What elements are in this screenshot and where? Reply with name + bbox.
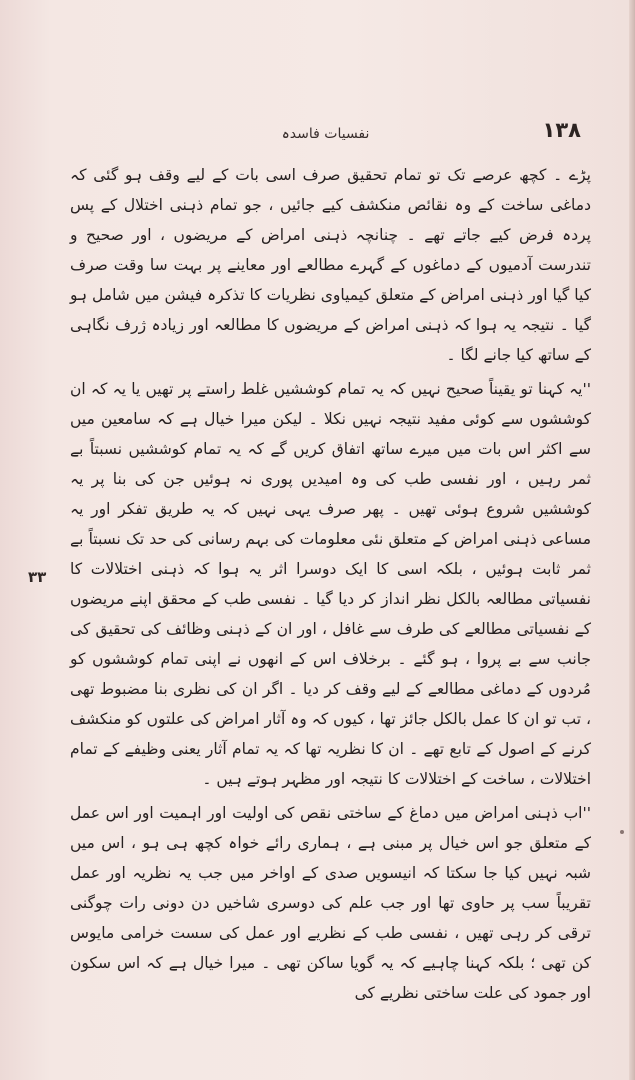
- page-edge: [629, 0, 635, 1080]
- paragraph-2: ''یہ کہنا تو یقیناً صحیح نہیں کہ یہ تمام کوششیں غلط راستے پر تھیں یا یہ کہ ان کوششوں سے کوئی مفید نتیجہ نہیں نکلا ۔ لیکن میرا خیال ہے کہ سامعین میں سے اکثر اس بات میں میرے ساتھ اتفاق کریں گے کہ یہ تمام کوششیں نسبتاً بے ثمر رہیں ، اور نفسی طب کی وہ امیدیں پوری نہ ہوئیں جن کی بنا پر یہ کوششیں شروع ہوئی تھیں ۔ پھر صرف یہی نہیں کہ یہ طریق تفکر اور یہ مساعی ذہنی امراض کے متعلق نئی معلومات کی بہم رسانی کی حد تک نسبتاً بے ثمر ثابت ہوئیں ، بلکہ اسی کا ایک دوسرا اثر یہ ہوا کہ ذہنی اختلالات کا نفسیاتی مطالعہ بالکل نظر انداز کر دیا گیا ۔ نفسی طب کے محقق اپنے مریضوں کے نفسیاتی مطالعے کی طرف سے غافل ، اور ان کے ذہنی وظائف کی تحقیق کی جانب سے بے پروا ، ہو گئے ۔ برخلاف اس کے انھوں نے اپنی تمام کوششوں کو مُردوں کے دماغی مطالعے کے لیے وقف کر دیا ۔ اگر ان کی نظری بنا مضبوط تھی ، تب تو ان کا عمل بالکل جائز تھا ، کیوں کہ وہ آثار امراض کی علتوں کو منکشف کرنے کے اصول کے تابع تھے ۔ ان کا نظریہ تھا کہ یہ تمام آثار یعنی وظیفے کے تمام اختلالات ، ساخت کے اختلالات کا نتیجہ اور مظہر ہوتے ہیں ۔: [70, 380, 591, 788]
- margin-note: ۳۳: [28, 568, 47, 586]
- paper-speck: [620, 830, 624, 834]
- running-head: نفسیات فاسدہ: [281, 126, 370, 142]
- page-number: ۱۳۸: [542, 118, 581, 142]
- page-header: [70, 118, 581, 158]
- body-text: [70, 160, 591, 1008]
- paragraph-1: پڑے ۔ کچھ عرصے تک تو تمام تحقیق صرف اسی بات کے لیے وقف ہو گئی کہ دماغی ساخت کے وہ نقائص منکشف کیے جائیں ، جو تمام ذہنی اختلال کے پس پردہ فرض کیے جاتے تھے ۔ چنانچہ ذہنی امراض کے مریضوں ، اور صحیح و تندرست آدمیوں کے دماغوں کے گہرے مطالعے اور معاینے پر بہت سا وقت صرف کیا گیا اور ذہنی امراض کے متعلق کیمیاوی نظریات کا تذکرہ فیشن میں شامل ہو گیا ۔ نتیجہ یہ ہوا کہ ذہنی امراض کے مریضوں کا مطالعہ اور زیادہ ژرف نگاہی کے ساتھ کیا جانے لگا ۔: [70, 166, 591, 364]
- paragraph-3: ''اب ذہنی امراض میں دماغ کے ساختی نقص کی اولیت اور اہمیت اور اس عمل کے متعلق جو اس خیال پر مبنی ہے ، ہماری رائے خواہ کچھ ہی ہو ، اس میں شبہ نہیں کیا جا سکتا کہ انیسویں صدی کے اواخر میں جب یہ نظریہ اور عمل تقریباً سب پر حاوی تھا اور جب علم کی دوسری شاخیں دن دونی رات چوگنی ترقی کر رہی تھیں ، نفسی طب کے نظریے اور عمل کی سست خرامی مایوس کن تھی ؛ بلکہ کہنا چاہیے کہ یہ گویا ساکن تھی ۔ میرا خیال ہے کہ اس سکون اور جمود کی علت ساختی نظریے کی: [70, 804, 591, 1002]
